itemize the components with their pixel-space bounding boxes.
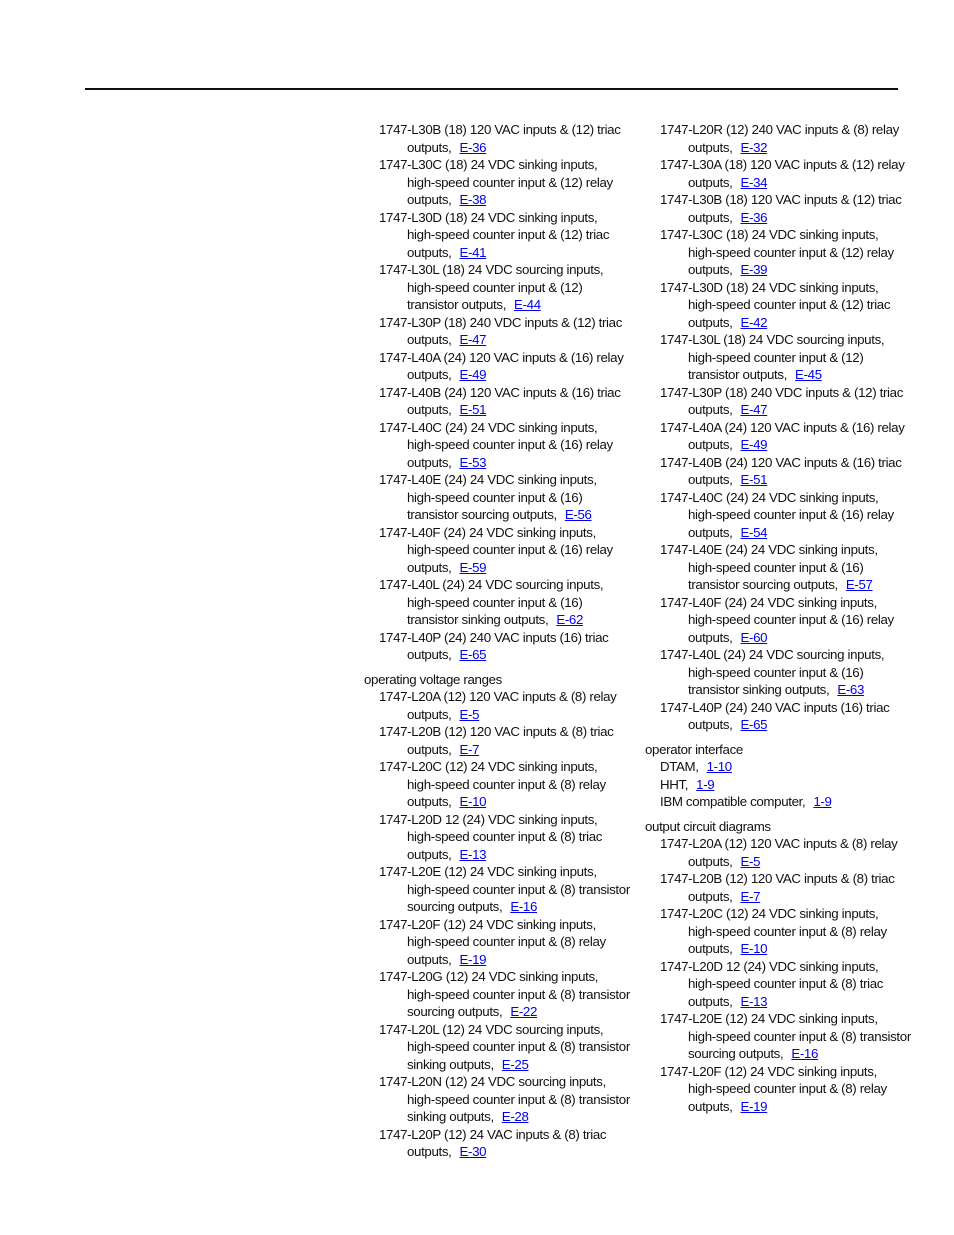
index-entry bbox=[645, 331, 915, 384]
index-entry bbox=[645, 226, 915, 279]
index-entry-text: 1747‑L20E (12) 24 VDC sinking inputs, high‑speed counter input & (8) transistor sourcing outputs, bbox=[660, 1011, 911, 1061]
index-entry bbox=[645, 594, 915, 647]
index-entry bbox=[364, 863, 630, 916]
index-entry bbox=[364, 384, 630, 419]
index-entry-text: 1747‑L40E (24) 24 VDC sinking inputs, high‑speed counter input & (16) transistor sourcing outputs, bbox=[379, 472, 597, 522]
index-entry-text: 1747‑L40L (24) 24 VDC sourcing inputs, high‑speed counter input & (16) transistor sinking outputs, bbox=[379, 577, 604, 627]
index-entry bbox=[645, 541, 915, 594]
index-entry bbox=[645, 835, 915, 870]
index-entry-text: 1747‑L40B (24) 120 VAC inputs & (16) triac outputs, bbox=[379, 384, 621, 417]
index-entry bbox=[364, 314, 630, 349]
index-entry-text: 1747‑L40B (24) 120 VAC inputs & (16) triac outputs, bbox=[660, 454, 902, 487]
index-entry bbox=[364, 576, 630, 629]
page-reference-link[interactable]: E‑34 bbox=[740, 174, 768, 190]
index-entry bbox=[645, 1010, 915, 1063]
index-entry bbox=[645, 646, 915, 699]
index-entry-text: 1747‑L30A (18) 120 VAC inputs & (12) relay outputs, bbox=[660, 157, 905, 190]
page-reference-link[interactable]: E‑49 bbox=[459, 367, 487, 382]
page-reference-link[interactable]: E‑51 bbox=[459, 402, 487, 417]
index-entry-text: 1747‑L40A (24) 120 VAC inputs & (16) relay outputs, bbox=[379, 349, 624, 382]
page-reference-link[interactable]: E‑57 bbox=[845, 577, 873, 592]
index-entry bbox=[364, 121, 630, 156]
page-reference-link[interactable]: E‑63 bbox=[837, 682, 865, 697]
index-entry bbox=[364, 688, 630, 723]
index-entry bbox=[645, 384, 915, 419]
index-entry-text: 1747‑L40P (24) 240 VAC inputs (16) triac outputs, bbox=[379, 629, 609, 662]
page-reference-link[interactable]: E‑36 bbox=[459, 139, 487, 155]
index-entry-text: 1747‑L20N (12) 24 VDC sourcing inputs, high‑speed counter input & (8) transistor sinking outputs, bbox=[379, 1074, 630, 1124]
index-entry-text: 1747‑L20E (12) 24 VDC sinking inputs, high‑speed counter input & (8) transistor sourcing outputs, bbox=[379, 864, 630, 914]
index-entry-text: 1747‑L20A (12) 120 VAC inputs & (8) relay outputs, bbox=[660, 836, 898, 869]
index-heading: operating voltage ranges bbox=[364, 671, 502, 687]
index-entry bbox=[645, 958, 915, 1011]
index-entry bbox=[645, 121, 915, 156]
page-reference-link[interactable]: E‑39 bbox=[740, 262, 768, 277]
page-reference-link[interactable]: E‑60 bbox=[740, 629, 768, 645]
index-entry bbox=[645, 776, 915, 794]
index-entry-text: HHT, bbox=[660, 776, 689, 792]
index-entry bbox=[364, 1126, 630, 1161]
page-reference-link[interactable]: 1‑9 bbox=[696, 776, 715, 792]
index-group bbox=[364, 121, 630, 664]
index-column-left bbox=[364, 121, 630, 1161]
index-entry-text: 1747‑L30P (18) 240 VDC inputs & (12) triac outputs, bbox=[660, 384, 904, 417]
page-reference-link[interactable]: E‑49 bbox=[740, 437, 768, 452]
index-entry bbox=[364, 156, 630, 209]
index-entry bbox=[645, 870, 915, 905]
index-entry-text: IBM compatible computer, bbox=[660, 794, 806, 809]
index-entry-text: 1747‑L30B (18) 120 VAC inputs & (12) triac outputs, bbox=[379, 122, 621, 155]
index-entry-text: 1747‑L30P (18) 240 VDC inputs & (12) triac outputs, bbox=[379, 314, 623, 347]
index-group bbox=[364, 671, 630, 1161]
page-reference-link[interactable]: E‑10 bbox=[740, 941, 768, 956]
index-group bbox=[645, 818, 915, 1116]
page-reference-link[interactable]: E‑65 bbox=[740, 717, 768, 732]
index-entry-text: 1747‑L30B (18) 120 VAC inputs & (12) triac outputs, bbox=[660, 192, 902, 225]
index-entry-text: 1747‑L20B (12) 120 VAC inputs & (8) triac outputs, bbox=[379, 724, 614, 757]
page-reference-link[interactable]: E‑16 bbox=[791, 1046, 819, 1061]
index-entry bbox=[364, 723, 630, 758]
index-entry-text: 1747‑L20F (12) 24 VDC sinking inputs, high‑speed counter input & (8) relay outputs, bbox=[379, 916, 606, 967]
index-entry bbox=[364, 524, 630, 577]
index-entry-text: 1747‑L30C (18) 24 VDC sinking inputs, high‑speed counter input & (12) relay outputs, bbox=[379, 157, 613, 207]
index-entry bbox=[645, 758, 915, 776]
page-reference-link[interactable]: E‑47 bbox=[459, 332, 487, 347]
index-entry bbox=[364, 209, 630, 262]
index-entry-text: 1747‑L20P (12) 24 VAC inputs & (8) triac outputs, bbox=[379, 1126, 607, 1159]
index-entry-text: DTAM, bbox=[660, 759, 699, 774]
page-reference-link[interactable]: E‑22 bbox=[510, 1004, 538, 1019]
page-reference-link[interactable]: E‑51 bbox=[740, 472, 768, 487]
index-entry bbox=[645, 905, 915, 958]
page-reference-link[interactable]: E‑28 bbox=[501, 1109, 529, 1124]
page-reference-link[interactable]: E‑44 bbox=[514, 297, 541, 312]
page-reference-link[interactable]: E‑41 bbox=[459, 244, 487, 260]
index-entry-text: 1747‑L40C (24) 24 VDC sinking inputs, high‑speed counter input & (16) relay outputs, bbox=[379, 419, 613, 470]
page-reference-link[interactable]: E‑13 bbox=[459, 846, 487, 862]
page-reference-link[interactable]: E‑5 bbox=[740, 853, 761, 869]
index-entry bbox=[645, 279, 915, 332]
page-reference-link[interactable]: E‑62 bbox=[556, 612, 584, 627]
page-reference-link[interactable]: 1‑10 bbox=[706, 759, 732, 774]
index-entry-text: 1747‑L20A (12) 120 VAC inputs & (8) relay outputs, bbox=[379, 689, 617, 722]
page-reference-link[interactable]: E‑25 bbox=[501, 1056, 529, 1072]
index-entry bbox=[645, 1063, 915, 1116]
index-entry bbox=[364, 1021, 630, 1074]
page-reference-link[interactable]: E‑5 bbox=[459, 706, 480, 722]
index-entry bbox=[645, 489, 915, 542]
index-entry-text: 1747‑L40P (24) 240 VAC inputs (16) triac outputs, bbox=[660, 699, 890, 732]
index-entry bbox=[364, 471, 630, 524]
page-reference-link[interactable]: 1‑9 bbox=[813, 794, 832, 809]
index-entry-text: 1747‑L20G (12) 24 VDC sinking inputs, high‑speed counter input & (8) transistor sourcing outputs, bbox=[379, 969, 630, 1019]
page-reference-link[interactable]: E‑7 bbox=[459, 741, 480, 757]
index-heading: output circuit diagrams bbox=[645, 818, 771, 834]
index-entry bbox=[364, 1073, 630, 1126]
index-entry-text: 1747‑L20C (12) 24 VDC sinking inputs, high‑speed counter input & (8) relay outputs, bbox=[379, 759, 606, 809]
index-entry bbox=[645, 191, 915, 226]
index-entry bbox=[645, 454, 915, 489]
page-reference-link[interactable]: E‑10 bbox=[459, 794, 487, 809]
index-entry bbox=[645, 699, 915, 734]
page-reference-link[interactable]: E‑42 bbox=[740, 314, 768, 330]
index-entry bbox=[364, 968, 630, 1021]
index-entry bbox=[364, 419, 630, 472]
page-reference-link[interactable]: E‑59 bbox=[459, 559, 487, 575]
index-entry-text: 1747‑L40F (24) 24 VDC sinking inputs, high‑speed counter input & (16) relay outputs, bbox=[660, 594, 894, 645]
index-group bbox=[645, 741, 915, 811]
page-reference-link[interactable]: E‑16 bbox=[510, 899, 538, 914]
header-rule bbox=[85, 88, 898, 90]
index-entry-text: 1747‑L30D (18) 24 VDC sinking inputs, high‑speed counter input & (12) triac outputs, bbox=[660, 279, 891, 330]
index-entry-text: 1747‑L40F (24) 24 VDC sinking inputs, high‑speed counter input & (16) relay outputs, bbox=[379, 524, 613, 575]
index-entry bbox=[364, 261, 630, 314]
index-entry bbox=[364, 811, 630, 864]
page-reference-link[interactable]: E‑53 bbox=[459, 454, 487, 470]
index-entry bbox=[364, 349, 630, 384]
index-entry bbox=[364, 758, 630, 811]
page-reference-link[interactable]: E‑7 bbox=[740, 888, 761, 904]
page-reference-link[interactable]: E‑13 bbox=[740, 993, 768, 1009]
index-entry-text: 1747‑L20D 12 (24) VDC sinking inputs, high‑speed counter input & (8) triac outputs, bbox=[660, 958, 884, 1009]
index-entry-text: 1747‑L20C (12) 24 VDC sinking inputs, high‑speed counter input & (8) relay outputs, bbox=[660, 906, 887, 956]
index-entry-text: 1747‑L40C (24) 24 VDC sinking inputs, high‑speed counter input & (16) relay outputs, bbox=[660, 489, 894, 540]
page-reference-link[interactable]: E‑45 bbox=[795, 367, 822, 382]
index-entry bbox=[364, 629, 630, 664]
index-entry-text: 1747‑L20D 12 (24) VDC sinking inputs, high‑speed counter input & (8) triac outputs, bbox=[379, 811, 603, 862]
index-group bbox=[645, 121, 915, 734]
page-reference-link[interactable]: E‑19 bbox=[740, 1098, 768, 1114]
index-column-right bbox=[645, 121, 915, 1115]
index-entry bbox=[364, 916, 630, 969]
index-entry-text: 1747‑L20L (12) 24 VDC sourcing inputs, high‑speed counter input & (8) transistor sinking outputs, bbox=[379, 1021, 630, 1072]
index-entry-text: 1747‑L30L (18) 24 VDC sourcing inputs, high‑speed counter input & (12) transistor outputs, bbox=[379, 262, 604, 312]
index-heading: operator interface bbox=[645, 741, 743, 757]
page-reference-link[interactable]: E‑36 bbox=[740, 209, 768, 225]
page-reference-link[interactable]: E‑65 bbox=[459, 647, 487, 662]
page-reference-link[interactable]: E‑32 bbox=[740, 139, 768, 155]
index-entry-text: 1747‑L40L (24) 24 VDC sourcing inputs, high‑speed counter input & (16) transistor sinking outputs, bbox=[660, 647, 885, 697]
page-reference-link[interactable]: E‑19 bbox=[459, 951, 487, 967]
page-reference-link[interactable]: E‑38 bbox=[459, 192, 487, 207]
index-entry bbox=[645, 793, 915, 811]
index-entry bbox=[645, 156, 915, 191]
index-entry-text: 1747‑L40A (24) 120 VAC inputs & (16) relay outputs, bbox=[660, 419, 905, 452]
index-entry-text: 1747‑L40E (24) 24 VDC sinking inputs, high‑speed counter input & (16) transistor sourcing outputs, bbox=[660, 542, 878, 592]
index-entry bbox=[645, 419, 915, 454]
page-reference-link[interactable]: E‑54 bbox=[740, 524, 768, 540]
index-entry-text: 1747‑L20B (12) 120 VAC inputs & (8) triac outputs, bbox=[660, 871, 895, 904]
index-entry-text: 1747‑L20F (12) 24 VDC sinking inputs, high‑speed counter input & (8) relay outputs, bbox=[660, 1063, 887, 1114]
page-reference-link[interactable]: E‑56 bbox=[564, 507, 592, 522]
page-reference-link[interactable]: E‑30 bbox=[459, 1144, 487, 1159]
index-entry-text: 1747‑L30L (18) 24 VDC sourcing inputs, high‑speed counter input & (12) transistor outputs, bbox=[660, 332, 885, 382]
index-entry-text: 1747‑L30C (18) 24 VDC sinking inputs, high‑speed counter input & (12) relay outputs, bbox=[660, 227, 894, 277]
page-reference-link[interactable]: E‑47 bbox=[740, 402, 768, 417]
index-entry-text: 1747‑L20R (12) 240 VAC inputs & (8) relay outputs, bbox=[660, 122, 899, 155]
index-entry-text: 1747‑L30D (18) 24 VDC sinking inputs, high‑speed counter input & (12) triac outputs, bbox=[379, 209, 610, 260]
